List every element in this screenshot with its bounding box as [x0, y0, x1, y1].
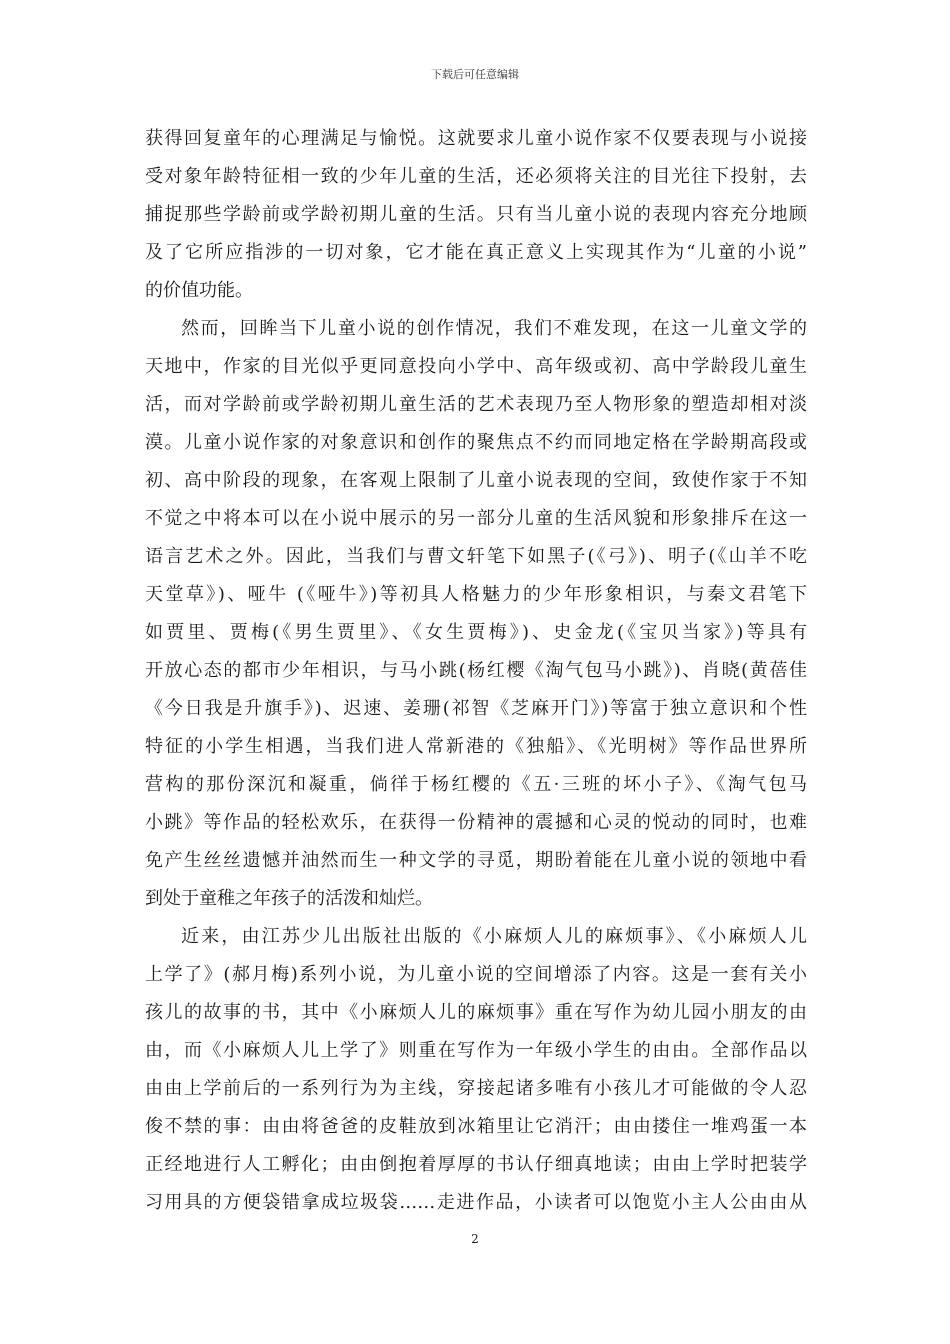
text-line: 的价值功能。 — [145, 280, 253, 301]
text-line: 特征的小学生相遇，当我们进人常新港的《独船》、《光明树》等作品世界所 — [145, 736, 807, 757]
text-line: 不觉之中将本可以在小说中展示的另一部分儿童的生活风貌和形象排斥在这一 — [145, 508, 807, 529]
text-line: 习用具的方便袋错拿成垃圾袋……走进作品，小读者可以饱览小主人公由由从 — [145, 1192, 807, 1213]
text-line: 捕捉那些学龄前或学龄初期儿童的生活。只有当儿童小说的表现内容充分地顾 — [145, 204, 807, 225]
text-line: 《今日我是升旗手》)、迟速、姜珊(祁智《芝麻开门》)等富于独立意识和个性 — [145, 698, 807, 719]
text-line: 营构的那份深沉和凝重，倘徉于杨红樱的《五·三班的坏小子》、《淘气包马 — [145, 774, 807, 795]
text-line: 天地中，作家的目光似乎更同意投向小学中、高年级或初、高中学龄段儿童生 — [145, 356, 807, 377]
text-line: 到处于童稚之年孩子的活泼和灿烂。 — [145, 888, 433, 909]
text-line: 然而，回眸当下儿童小说的创作情况，我们不难发现，在这一儿童文学的 — [181, 318, 807, 339]
document-body — [145, 120, 807, 1222]
text-line: 近来，由江苏少儿出版社出版的《小麻烦人儿的麻烦事》、《小麻烦人儿 — [181, 926, 807, 947]
text-line: 由，而《小麻烦人儿上学了》则重在写作为一年级小学生的由由。全部作品以 — [145, 1040, 807, 1061]
text-line: 受对象年龄特征相一致的少年儿童的生活，还必须将关注的目光往下投射，去 — [145, 166, 807, 187]
text-line: 正经地进行人工孵化；由由倒抱着厚厚的书认仔细真地读；由由上学时把装学 — [145, 1154, 807, 1175]
text-line: 天堂草》)、哑牛 (《哑牛》)等初具人格魅力的少年形象相识，与秦文君笔下 — [145, 584, 807, 605]
text-line: 免产生丝丝遗憾并油然而生一种文学的寻觅，期盼着能在儿童小说的领地中看 — [145, 850, 807, 871]
text-line: 及了它所应指涉的一切对象，它才能在真正意义上实现其作为“儿童的小说” — [145, 242, 807, 263]
text-line: 由由上学前后的一系列行为为主线，穿接起诸多唯有小孩儿才可能做的令人忍 — [145, 1078, 807, 1099]
text-line: 活，而对学龄前或学龄初期儿童生活的艺术表现乃至人物形象的塑造却相对淡 — [145, 394, 807, 415]
text-line: 小跳》等作品的轻松欢乐，在获得一份精神的震撼和心灵的悦动的同时，也难 — [145, 812, 807, 833]
text-line: 语言艺术之外。因此，当我们与曹文轩笔下如黑子(《弓》)、明子(《山羊不吃 — [145, 546, 807, 567]
text-line: 俊不禁的事：由由将爸爸的皮鞋放到冰箱里让它消汗；由由搂住一堆鸡蛋一本 — [145, 1116, 807, 1137]
text-line: 漠。儿童小说作家的对象意识和创作的聚焦点不约而同地定格在学龄期高段或 — [145, 432, 807, 453]
text-line: 开放心态的都市少年相识，与马小跳(杨红樱《淘气包马小跳》)、肖晓(黄蓓佳 — [145, 660, 807, 681]
page-number: 2 — [471, 1232, 479, 1246]
page-header: 下载后可任意编辑 — [431, 68, 519, 81]
text-line: 孩儿的故事的书，其中《小麻烦人儿的麻烦事》重在写作为幼儿园小朋友的由 — [145, 1002, 807, 1023]
text-line: 获得回复童年的心理满足与愉悦。这就要求儿童小说作家不仅要表现与小说接 — [145, 128, 807, 149]
text-line: 上学了》(郝月梅)系列小说，为儿童小说的空间增添了内容。这是一套有关小 — [145, 964, 807, 985]
text-line: 如贾里、贾梅(《男生贾里》、《女生贾梅》)、史金龙(《宝贝当家》)等具有 — [145, 622, 807, 643]
text-line: 初、高中阶段的现象，在客观上限制了儿童小说表现的空间，致使作家于不知 — [145, 470, 807, 491]
